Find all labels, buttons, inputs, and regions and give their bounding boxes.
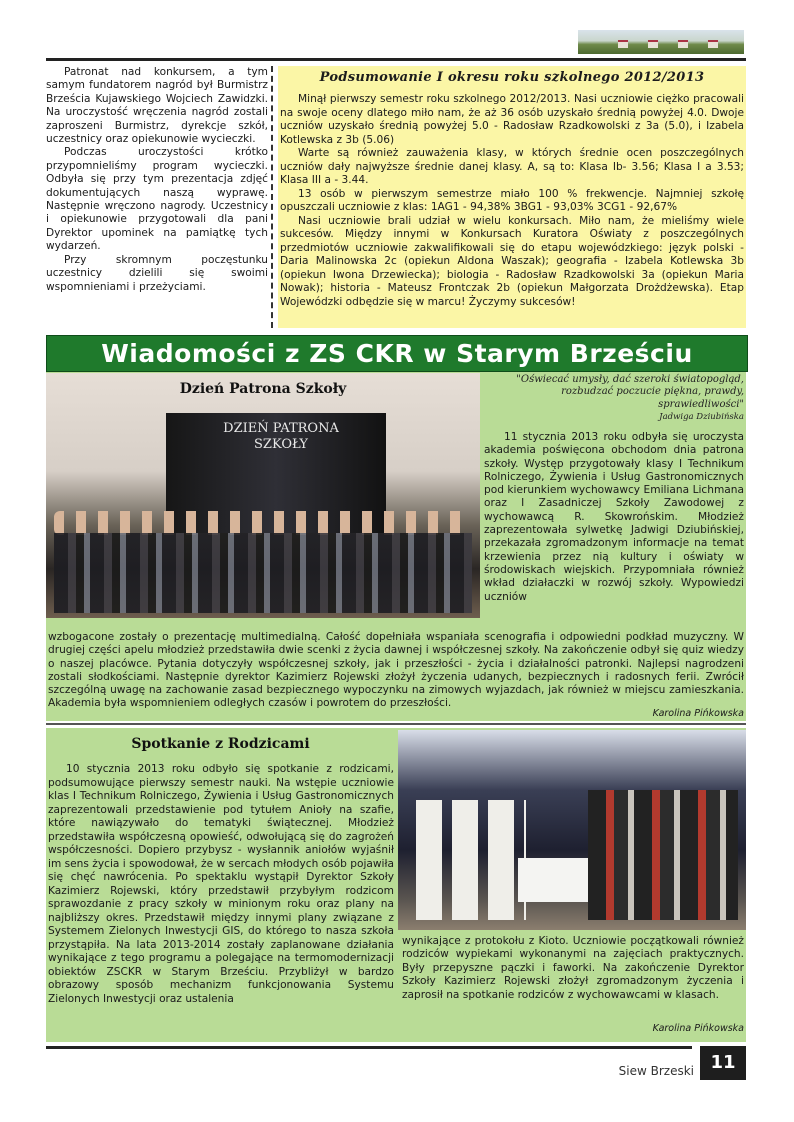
left-paragraph: Przy skromnym poczęstunku uczestnicy dzielili się swoimi wspomnieniami i przeżyciami.: [46, 253, 268, 293]
parents-meeting-photo: [398, 730, 746, 930]
parents-meeting-paragraph: 10 stycznia 2013 roku odbyło się spotkanie z rodzicami, podsumowujące pierwszy semestr nauki. Na wstępie uczniowie klas I Technikum Rolniczego, Żywienia i Usług Gastronomicznych zaprezentowali przedstawienie pod tytułem Anioły na szafie, które nawiązywało do tematyki świątecznej. Młodzież przedstawiła współczesną opowieść, odwołującą się do zagrożeń współczesności. Dopiero przybysz - wysłannik aniołów wyjaśnił im sens życia i spowodował, że w sercach młodych osób pojawiła się chęć nawrócenia. Po spektaklu wystąpił Dyrektor Szkoły Kazimierz Rojewski, który przedstawił przybyłym rodzicom sprawozdanie z pracy szkoły w minionym roku oraz plany na najbliższy okres. Przedstawił między innymi plany związane z Systemem Zielonych Inwestycji GIS, do którego to nasza szkoła przystąpiła. Na lata 2013-2014 zostały zaplanowane działania wynikające z tego programu a polegające na termomodernizacji obiektów ZSCKR w Starym Brześciu. Przybliżył w bardzo obrazowy sposób mechanizm funkcjonowania Systemu Zielonych Inwestycji oraz ustalenia: [48, 763, 394, 1005]
photo-group-people: [54, 533, 472, 613]
summary-paragraph: Warte są również zauważenia klasy, w których średnie ocen poszczególnych uczniów dały najwyższe średnie danej klasy. A, są to: Klasa Ib- 3.56; Klasa I a 3.53; Klasa III a - 3.44.: [280, 147, 744, 186]
bottom-rule: [46, 1046, 692, 1049]
quote-author: Jadwiga Dziubińska: [659, 412, 744, 423]
parents-meeting-left-text: [48, 763, 394, 1006]
top-rule: [46, 58, 746, 61]
patron-day-author: Karolina Pińkowska: [652, 708, 744, 719]
patron-day-paragraph-cont: wzbogacone zostały o prezentację multimedialną. Całość dopełniała wspaniała scenografia i odpowiedni podkład muzyczny. W drugiej części apelu młodzież przedstawiła dwie scenki z życia dawnej i współczesnej szkoły. Na zakończenie odbył się quiz wiedzy o naszej placówce. Pytania dotyczyły współczesnej szkoły, jak i przeszłości - życia i działalności patronki. Najlepsi nagrodzeni zostali słodkościami. Następnie dyrektor Kazimierz Rojewski złożył życzenia udanych, bezpiecznych i radosnych ferii. Zwrócił szczególną uwagę na zachowanie zasad bezpiecznego wypoczynku na zimowych wyjazdach, jak również w miejscu zamieszkania. Akademia była wspomnieniem odległych czasów i powrotem do przeszłości.: [48, 631, 744, 710]
section-banner: [46, 335, 748, 372]
dashed-column-divider: [271, 66, 273, 328]
summary-text: [280, 93, 744, 309]
parents-meeting-author: Karolina Pińkowska: [652, 1023, 744, 1034]
parents-meeting-paragraph-cont: wynikające z protokołu z Kioto. Uczniowie pocz̨ątkowali również rodziców wypiekami wykonanymi na zajęciach praktycznych. Były przepyszne pączki i faworki. Na zakończenie Dyrektor Szkoły Kazimierz Rojewski złożył zgromadzonym życzenia i zaprosił na spotkanie rodziców z wychowawcami w klasach.: [402, 935, 744, 1001]
semester-summary-box: [278, 66, 746, 328]
patron-day-heading: Dzień Patrona Szkoły: [179, 381, 347, 397]
summary-paragraph: 13 osób w pierwszym semestrze miało 100 % frekwencje. Najmniej szkołę opuszczali uczniowie z klas: 1AG1 - 94,38% 3BG1 - 93,03% 3CG1 - 92,67%: [280, 187, 744, 213]
patron-day-bottom-text: [48, 631, 744, 711]
left-paragraph: Patronat nad konkursem, a tym samym fundatorem nagród był Burmistrz Brześcia Kujawskiego Wojciech Zawidzki. Na uroczystość wręczenia nagród zostali zaproszeni Burmistrz, dyrekcje szkół, uczestnicy oraz opiekunowie wycieczki.: [46, 66, 268, 146]
photo-group-heads: [54, 511, 472, 535]
summary-title: Podsumowanie I okresu roku szkolnego 2012/2013: [319, 70, 705, 85]
patron-day-photo: [46, 373, 480, 618]
page-number: 11: [700, 1046, 746, 1080]
left-paragraph: Podczas uroczystości krótko przypomnieliśmy program wycieczki. Odbyła się przy tym prezentacja zdjęć dokumentujących naszą wyprawę. Następnie wręczono nagrody. Uczestnicy i opiekunowie przygotowali dla pani Dyrektor upominek na pamiątkę tych wydarzeń.: [46, 146, 268, 253]
patron-quote: [482, 374, 744, 424]
parents-meeting-right-text: [402, 935, 744, 1002]
patron-day-paragraph: 11 stycznia 2013 roku odbyła się uroczysta akademia poświęcona obchodom dnia patrona szkoły. Występ przygotowały klasy I Technikum Rolniczego, Żywienia i Usług Gastronomicznych pod kierunkiem wychowawcy Emiliana Lichmana oraz I Zasadniczej Szkoły Zawodowej z wychowawcą R. Skowrońskim. Młodzież zaprezentowała sylwetkę Jadwigi Dziubińskiej, przekazała zgromadzonym informacje na temat krzewienia przez nią kultury i oświaty w środowiskach wiejskich. Przypomniała również wkład działaczki w rozwój szkoły. Wypowiedzi uczniów: [484, 431, 744, 603]
photo-table: [518, 858, 588, 902]
header-landscape-thumbnail: [578, 30, 744, 54]
banner-title: Wiadomości z ZS CKR w Starym Brześciu: [101, 339, 693, 368]
publication-name: Siew Brzeski: [618, 1064, 694, 1078]
photo-angels: [416, 800, 526, 920]
quote-text: "Oświecać umysły, dać szeroki światopogląd, rozbudzać poczucie piękna, prawdy, sprawiedliwości": [516, 374, 744, 410]
summary-paragraph: Minął pierwszy semestr roku szkolnego 2012/2013. Nasi uczniowie ciężko pracowali na swoje oceny dlatego miło nam, że aż 36 osób uzyskało średnią powyżej 4.0. Dwoje uczniów uzyskało średnią powyżej 5.0 - Radosław Rzadkowolski z 3a (5.0), i Izabela Kotlewska z 3b (5.06): [280, 93, 744, 146]
photo-students: [588, 790, 738, 920]
section-divider: [46, 723, 746, 725]
parents-meeting-heading: Spotkanie z Rodzicami: [131, 736, 310, 752]
left-column-text: [46, 66, 268, 328]
patron-day-right-text: [484, 431, 744, 604]
photo-stage-sign: DZIEŃ PATRONA SZKOŁY: [223, 421, 339, 452]
summary-paragraph: Nasi uczniowie brali udział w wielu konkursach. Miło nam, że mieliśmy wiele sukcesów. Między innymi w Konkursach Kuratora Oświaty z poszczególnych przedmiotów uczniowie zakwalifikowali się do etapu wojewódzkiego: język polski - Daria Malinowska 2c (opiekun Aldona Waszak); geografia - Izabela Kotlewska 3b (opiekun Iwona Drzewiecka); biologia - Radosław Rzadkowolski 3a (opiekun Maria Nowak); historia - Mateusz Frontczak 2b (opiekun Małgorzata Drożdżewska). Etap Wojewódzki odbędzie się w marcu! Życzymy sukcesów!: [280, 214, 744, 308]
